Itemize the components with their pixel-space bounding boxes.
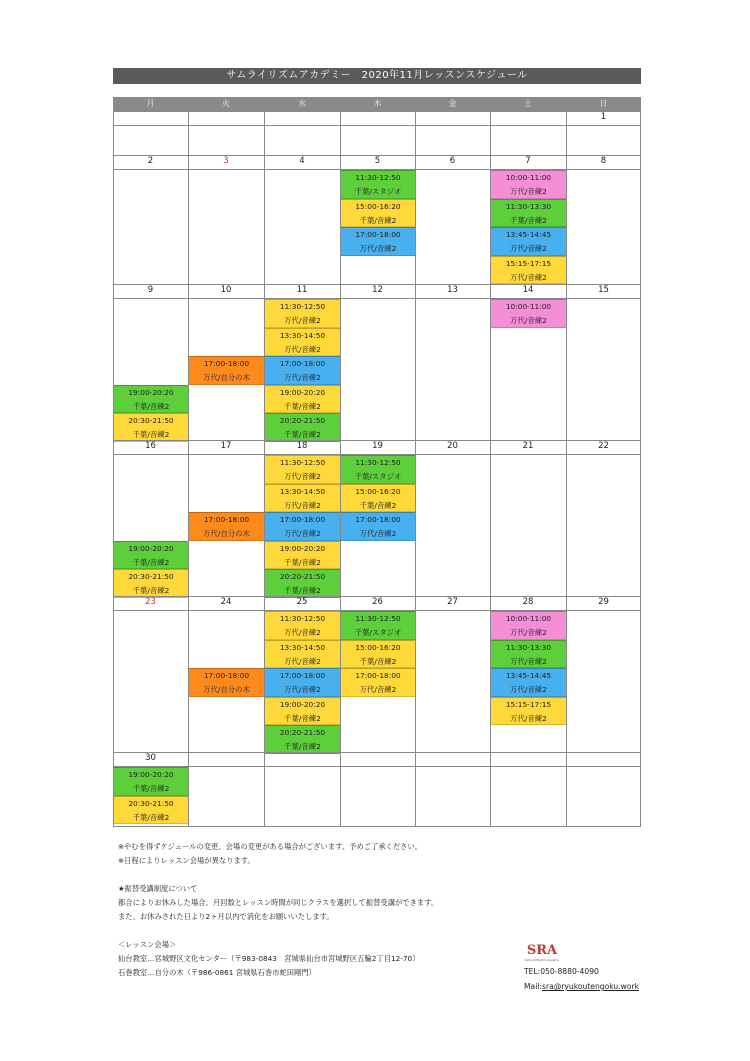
- lesson-place: 万代/音練2: [359, 244, 397, 254]
- svg-text:Samurai Rhythm Academy: Samurai Rhythm Academy: [524, 959, 560, 962]
- lesson-slot[interactable]: [341, 512, 415, 541]
- note-schedule-change: ※やむを得ずケジュールの変更、会場の変更がある場合がございます。予めご了承ください。: [118, 842, 423, 851]
- lesson-place: 千葉/音練2: [132, 557, 170, 567]
- day-number: [188, 752, 264, 766]
- lesson-time: 20:20-21:50: [279, 416, 326, 426]
- day-number: 6: [449, 156, 456, 166]
- lesson-place: 万代/音練2: [510, 244, 547, 254]
- day-number: 22: [598, 441, 609, 451]
- lesson-place: 千葉/音練2: [510, 215, 547, 225]
- weekday-header: 日: [566, 97, 641, 111]
- lesson-time: 19:00-20:20: [128, 387, 174, 397]
- grid-line: [113, 111, 114, 827]
- day-number: 17: [220, 441, 232, 451]
- lesson-slot[interactable]: [114, 541, 188, 570]
- day-number: [188, 111, 264, 125]
- day-number: 26: [372, 597, 383, 607]
- lesson-time: 17:00-18:00: [279, 671, 326, 681]
- lesson-slot[interactable]: [341, 611, 415, 640]
- day-number: 7: [525, 156, 531, 166]
- lesson-slot[interactable]: [114, 767, 188, 796]
- lesson-slot[interactable]: [189, 356, 264, 385]
- lesson-time: 19:00-20:20: [279, 387, 326, 397]
- day-number: [264, 752, 340, 766]
- mail-label: Mail:: [524, 982, 542, 991]
- svg-text:SRA: SRA: [526, 943, 558, 958]
- lesson-slot[interactable]: [341, 668, 415, 697]
- mail-link[interactable]: sra@ryukoutengoku.work: [541, 982, 640, 991]
- lesson-place: 万代/音練2: [284, 685, 321, 695]
- weekday-header: 土: [490, 97, 566, 111]
- contact-info: [524, 964, 639, 994]
- lesson-time: 20:30-21:50: [128, 572, 174, 582]
- day-number: 3: [223, 156, 229, 166]
- grid-line: [490, 111, 491, 827]
- lesson-place: 万代/音練2: [510, 187, 547, 196]
- day-number: 18: [296, 441, 308, 451]
- lesson-time: 17:00-18:00: [203, 515, 250, 525]
- grid-line: [340, 111, 341, 827]
- lesson-place: 万代/音練2: [510, 316, 547, 325]
- lesson-slot[interactable]: [265, 328, 340, 357]
- lesson-place: 千葉/音練2: [284, 713, 321, 723]
- day-number: 14: [522, 285, 534, 295]
- grid-line: [113, 155, 641, 156]
- lesson-slot[interactable]: [341, 170, 415, 199]
- day-number: 24: [220, 597, 232, 607]
- weekday-header: 金: [415, 97, 490, 111]
- day-number: 29: [598, 597, 609, 607]
- lesson-time: 15:00-16:20: [355, 642, 401, 652]
- lesson-time: 17:00-18:00: [355, 671, 401, 681]
- lesson-time: 13:45-14:45: [505, 671, 552, 681]
- lesson-place: 千葉/音練2: [284, 586, 321, 596]
- grid-line: [113, 766, 641, 767]
- lesson-slot[interactable]: [265, 725, 340, 754]
- day-number: [415, 111, 490, 125]
- lesson-place: 万代/音練2: [284, 344, 321, 354]
- lesson-slot[interactable]: [265, 299, 340, 328]
- day-number: 19: [372, 441, 383, 451]
- lesson-time: 11:30-12:50: [355, 614, 401, 623]
- lesson-time: 11:30-12:50: [279, 458, 326, 467]
- lesson-slot[interactable]: [265, 569, 340, 598]
- lesson-slot[interactable]: [265, 356, 340, 385]
- lesson-time: 19:00-20:20: [279, 543, 326, 553]
- lesson-slot[interactable]: [491, 697, 566, 726]
- lesson-slot[interactable]: [265, 541, 340, 570]
- page-title: サムライリズムアカデミー 2020年11月レッスンスケジュール: [113, 68, 641, 84]
- phone-number: TEL:050-8880-4090: [524, 967, 599, 976]
- lesson-place: 千葉/スタジオ: [354, 628, 402, 637]
- transfer-title: ★振替受講制度について: [118, 884, 198, 893]
- lesson-place: 万代/音練2: [510, 628, 547, 637]
- lesson-time: 19:00-20:20: [279, 699, 326, 709]
- lesson-slot[interactable]: [341, 199, 415, 228]
- lesson-time: 15:15-17:15: [505, 258, 552, 268]
- lesson-time: 15:15-17:15: [505, 699, 552, 709]
- lesson-time: 11:30-12:50: [355, 458, 401, 467]
- calendar-grid: [113, 97, 641, 827]
- lesson-slot[interactable]: [341, 227, 415, 256]
- lesson-slot[interactable]: [491, 199, 566, 228]
- lesson-slot[interactable]: [189, 512, 264, 541]
- lesson-time: 17:00-18:00: [203, 671, 250, 681]
- weekday-header: 月: [113, 97, 188, 111]
- day-number: [340, 111, 415, 125]
- lesson-time: 11:30-12:50: [279, 614, 326, 623]
- grid-line: [113, 125, 641, 126]
- day-number: 2: [147, 156, 154, 166]
- lesson-place: 千葉/音練2: [132, 401, 170, 411]
- day-number: [566, 752, 641, 766]
- transfer-rule-2: また、お休みされた日より2ヶ月以内で消化をお願いいたします。: [118, 912, 334, 921]
- grid-line: [264, 111, 265, 827]
- lesson-place: 万代/音練2: [284, 529, 321, 539]
- grid-line: [113, 284, 641, 285]
- grid-line: [113, 169, 641, 170]
- day-number: [340, 752, 415, 766]
- lesson-slot[interactable]: [341, 484, 415, 513]
- grid-line: [188, 111, 189, 827]
- lesson-place: 万代/自分の木: [203, 373, 250, 383]
- lesson-place: 万代/音練2: [284, 472, 321, 481]
- lesson-slot[interactable]: [265, 668, 340, 697]
- lesson-time: 13:30-14:50: [279, 330, 326, 340]
- lesson-place: 万代/音練2: [510, 272, 547, 282]
- lesson-time: 10:00-11:00: [505, 302, 552, 311]
- lesson-place: 千葉/音練2: [284, 557, 321, 567]
- day-number: 9: [147, 285, 154, 295]
- weekday-header: 木: [340, 97, 415, 111]
- lesson-slot[interactable]: [265, 385, 340, 414]
- transfer-rule-1: 都合によりお休みした場合、月回数とレッスン時間が同じクラスを選択して振替受講ができます。: [118, 898, 439, 907]
- lesson-time: 11:30-13:30: [505, 642, 552, 652]
- lesson-slot[interactable]: [491, 256, 566, 285]
- day-number: 27: [447, 597, 458, 607]
- lesson-slot[interactable]: [114, 385, 188, 414]
- day-number: [113, 111, 188, 125]
- lesson-place: 千葉/音練2: [359, 656, 397, 666]
- lesson-slot[interactable]: [189, 668, 264, 697]
- venue-ishinomaki: 石巻教室…自分の木（〒986-0861 宮城県石巻市蛇田剛門）: [118, 968, 316, 977]
- lesson-place: 千葉/音練2: [132, 812, 170, 822]
- grid-line: [113, 826, 641, 827]
- lesson-slot[interactable]: [265, 697, 340, 726]
- venue-title: ＜レッスン会場＞: [118, 940, 177, 949]
- academy-logo: [524, 940, 560, 964]
- lesson-place: 万代/音練2: [284, 500, 321, 510]
- day-number: 15: [598, 285, 609, 295]
- lesson-time: 10:00-11:00: [505, 614, 552, 623]
- lesson-place: 万代/自分の木: [203, 529, 250, 539]
- lesson-time: 20:20-21:50: [279, 572, 326, 582]
- lesson-slot[interactable]: [265, 484, 340, 513]
- grid-line: [113, 440, 641, 441]
- day-number: [264, 111, 340, 125]
- lesson-slot[interactable]: [491, 170, 566, 199]
- day-number: 23: [145, 597, 156, 607]
- lesson-slot[interactable]: [114, 569, 188, 598]
- lesson-place: 千葉/スタジオ: [354, 472, 402, 481]
- lesson-time: 13:30-14:50: [279, 642, 326, 652]
- day-number: [415, 752, 490, 766]
- day-number: 16: [145, 441, 156, 451]
- lesson-time: 13:45-14:45: [505, 230, 552, 240]
- day-number: 12: [372, 285, 383, 295]
- lesson-place: 千葉/音練2: [132, 430, 170, 440]
- lesson-time: 11:30-12:50: [279, 302, 326, 311]
- day-number: 28: [522, 597, 534, 607]
- grid-line: [566, 111, 567, 827]
- lesson-place: 万代/音練2: [510, 685, 547, 695]
- lesson-slot[interactable]: [265, 640, 340, 669]
- lesson-place: 万代/音練2: [284, 656, 321, 666]
- grid-line: [113, 111, 641, 112]
- lesson-slot[interactable]: [265, 512, 340, 541]
- lesson-place: 千葉/音練2: [132, 784, 170, 793]
- grid-line: [415, 111, 416, 827]
- weekday-header: 火: [188, 97, 264, 111]
- day-number: 13: [447, 285, 458, 295]
- lesson-slot[interactable]: [265, 413, 340, 442]
- lesson-slot[interactable]: [265, 611, 340, 640]
- weekday-header: 水: [264, 97, 340, 111]
- note-venue-varies: ※日程によりレッスン会場が異なります。: [118, 856, 255, 865]
- day-number: 21: [522, 441, 534, 451]
- lesson-time: 15:00-16:20: [355, 201, 401, 211]
- grid-line: [113, 610, 641, 611]
- day-number: 1: [600, 112, 607, 122]
- lesson-slot[interactable]: [491, 611, 566, 640]
- lesson-place: 万代/音練2: [284, 628, 321, 637]
- day-number: 25: [296, 597, 308, 607]
- grid-line: [640, 111, 641, 827]
- lesson-time: 10:00-11:00: [505, 173, 552, 182]
- lesson-place: 千葉/音練2: [284, 401, 321, 411]
- lesson-slot[interactable]: [341, 640, 415, 669]
- day-number: 11: [296, 285, 308, 295]
- lesson-place: 千葉/スタジオ: [354, 187, 402, 196]
- lesson-place: 千葉/音練2: [359, 500, 397, 510]
- lesson-time: 19:00-20:20: [128, 770, 174, 779]
- lesson-time: 20:30-21:50: [128, 798, 174, 808]
- grid-line: [113, 752, 641, 753]
- day-number: 10: [220, 285, 232, 295]
- lesson-place: 千葉/音練2: [359, 215, 397, 225]
- day-number: 20: [447, 441, 458, 451]
- lesson-place: 万代/自分の木: [203, 685, 250, 695]
- lesson-slot[interactable]: [491, 227, 566, 256]
- lesson-time: 11:30-12:50: [355, 173, 401, 182]
- lesson-time: 17:00-18:00: [203, 359, 250, 369]
- day-number: 4: [299, 156, 305, 166]
- day-number: [490, 111, 566, 125]
- lesson-slot[interactable]: [491, 668, 566, 697]
- lesson-place: 万代/音練2: [359, 685, 397, 695]
- venue-sendai: 仙台教室…宮城野区文化センター（〒983-0843 宮城県仙台市宮城野区五輪2丁目12-70）: [118, 954, 420, 963]
- lesson-place: 万代/音練2: [284, 316, 321, 325]
- lesson-place: 千葉/音練2: [284, 430, 321, 440]
- lesson-slot[interactable]: [114, 413, 188, 442]
- notes-section: [118, 840, 558, 980]
- day-number: 5: [374, 156, 381, 166]
- lesson-time: 11:30-13:30: [505, 201, 552, 211]
- lesson-place: 万代/音練2: [510, 656, 547, 666]
- lesson-time: 17:00-18:00: [279, 515, 326, 525]
- lesson-time: 20:30-21:50: [128, 416, 174, 426]
- day-number: [490, 752, 566, 766]
- lesson-time: 17:00-18:00: [355, 515, 401, 525]
- lesson-place: 万代/音練2: [359, 529, 397, 539]
- lesson-place: 千葉/音練2: [132, 586, 170, 596]
- lesson-slot[interactable]: [341, 455, 415, 484]
- lesson-slot[interactable]: [491, 299, 566, 328]
- lesson-time: 20:20-21:50: [279, 728, 326, 738]
- lesson-slot[interactable]: [265, 455, 340, 484]
- lesson-place: 万代/音練2: [510, 713, 547, 723]
- day-number: 8: [600, 156, 607, 166]
- lesson-time: 13:30-14:50: [279, 486, 326, 496]
- day-number: 30: [145, 753, 156, 763]
- lesson-time: 19:00-20:20: [128, 543, 174, 553]
- lesson-place: 万代/音練2: [284, 373, 321, 383]
- lesson-slot[interactable]: [491, 640, 566, 669]
- lesson-time: 15:00-16:20: [355, 486, 401, 496]
- lesson-place: 千葉/音練2: [284, 742, 321, 752]
- grid-line: [113, 596, 641, 597]
- lesson-time: 17:00-18:00: [279, 359, 326, 369]
- grid-line: [113, 454, 641, 455]
- grid-line: [113, 298, 641, 299]
- lesson-time: 17:00-18:00: [355, 230, 401, 240]
- lesson-slot[interactable]: [114, 796, 188, 825]
